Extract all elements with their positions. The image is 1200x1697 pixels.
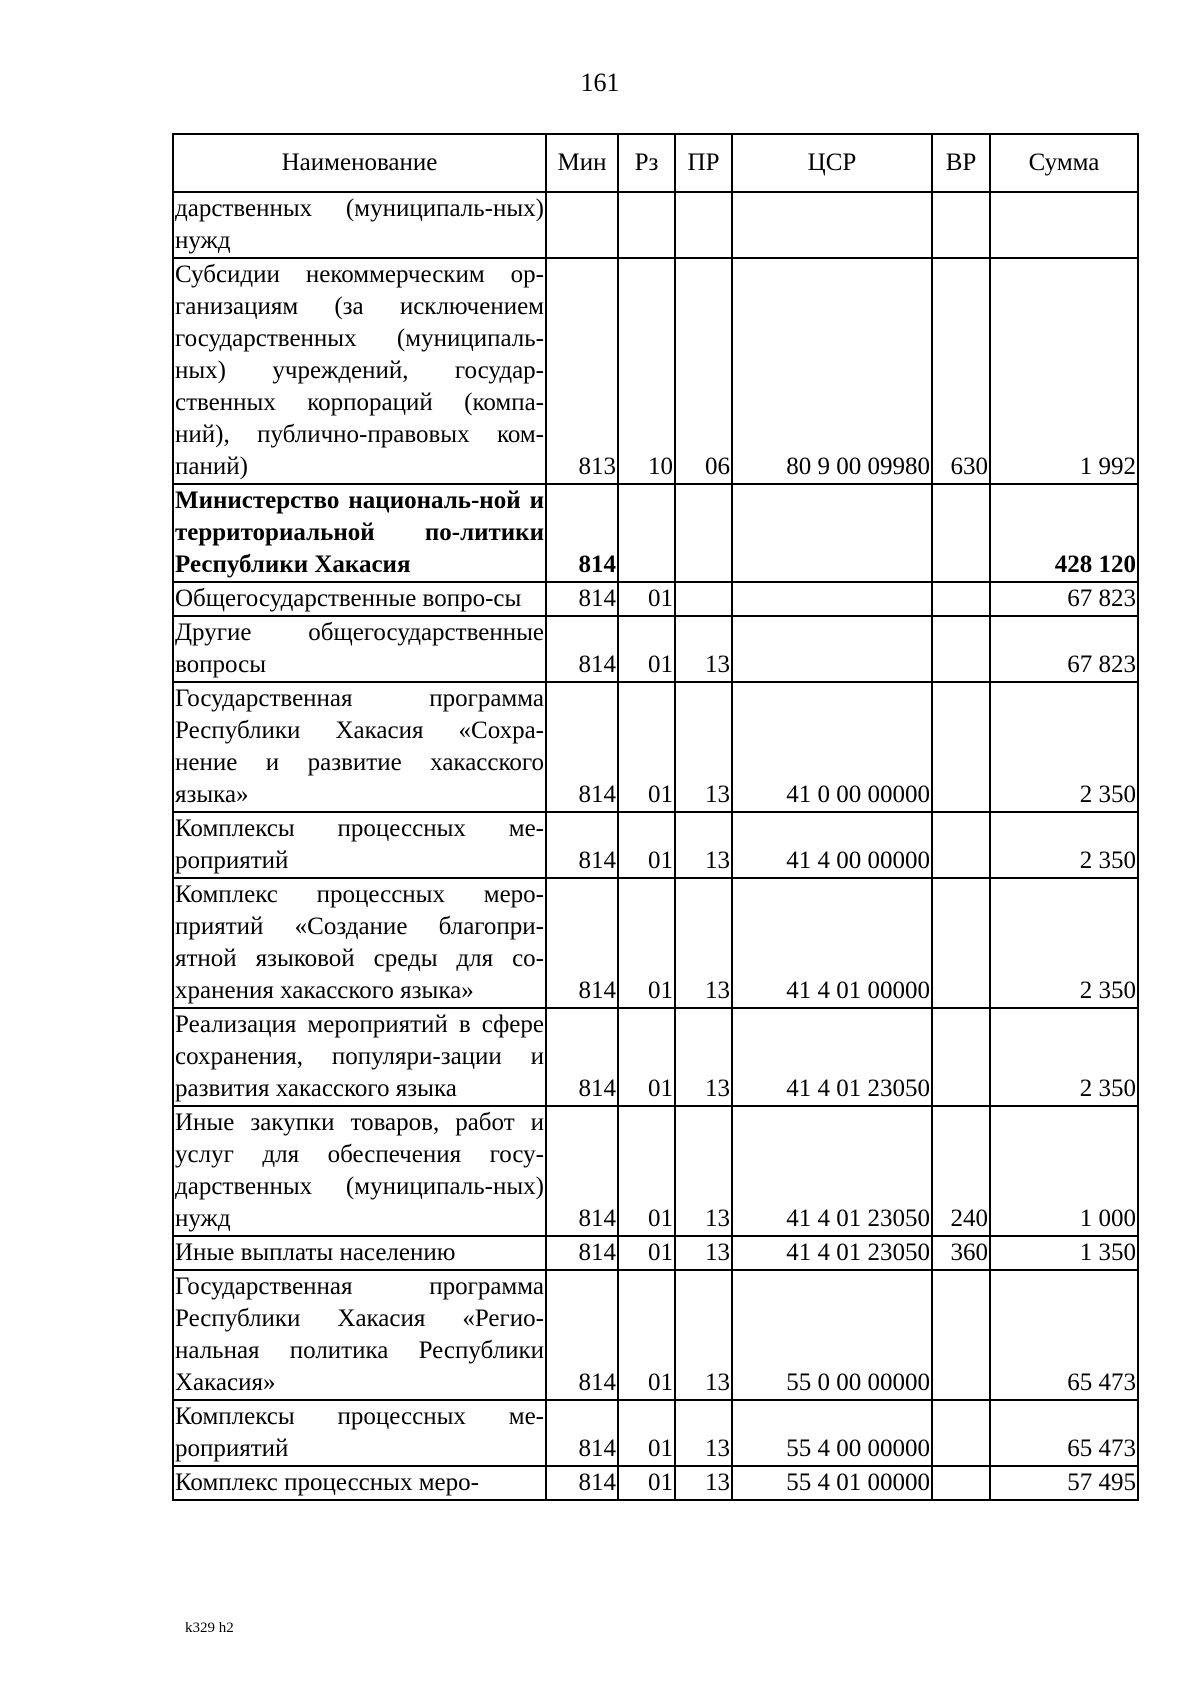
cell-vr [932, 1466, 990, 1500]
cell-csr: 41 4 00 00000 [732, 812, 932, 878]
cell-sum: 2 350 [990, 1008, 1138, 1106]
cell-sum: 1 350 [990, 1236, 1138, 1270]
table-row [173, 616, 1138, 682]
cell-vr [932, 484, 990, 582]
cell-sum: 57 495 [990, 1466, 1138, 1500]
cell-rz: 01 [618, 812, 675, 878]
table-row [173, 1270, 1138, 1400]
cell-vr [932, 1270, 990, 1400]
cell-pr: 13 [675, 616, 732, 682]
cell-name: Общегосударственные вопро-сы [173, 582, 546, 616]
cell-name: Государственная программа Республики Хакасия «Сохра-нение и развитие хакасского языка» [173, 682, 546, 812]
cell-vr [932, 192, 990, 258]
cell-csr: 55 0 00 00000 [732, 1270, 932, 1400]
table-row [173, 1236, 1138, 1270]
cell-min: 814 [546, 682, 618, 812]
cell-min: 814 [546, 1466, 618, 1500]
cell-pr [675, 484, 732, 582]
footer-code: k329 h2 [185, 1620, 234, 1636]
cell-vr [932, 1008, 990, 1106]
cell-pr: 13 [675, 1008, 732, 1106]
cell-csr: 55 4 01 00000 [732, 1466, 932, 1500]
cell-rz: 01 [618, 1466, 675, 1500]
cell-pr: 06 [675, 258, 732, 484]
cell-min: 814 [546, 1400, 618, 1466]
cell-rz: 01 [618, 616, 675, 682]
cell-rz: 01 [618, 1236, 675, 1270]
cell-rz [618, 192, 675, 258]
cell-name: Комплексы процессных ме-роприятий [173, 812, 546, 878]
cell-min: 814 [546, 878, 618, 1008]
cell-min: 814 [546, 812, 618, 878]
cell-name: Иные выплаты населению [173, 1236, 546, 1270]
cell-rz: 01 [618, 582, 675, 616]
cell-sum: 67 823 [990, 582, 1138, 616]
table-row [173, 258, 1138, 484]
cell-rz: 01 [618, 1008, 675, 1106]
header-name: Наименование [173, 134, 546, 192]
cell-rz [618, 484, 675, 582]
table-row [173, 1400, 1138, 1466]
cell-vr [932, 1400, 990, 1466]
table-body [173, 192, 1138, 1500]
header-rz: Рз [618, 134, 675, 192]
cell-vr [932, 616, 990, 682]
header-sum: Сумма [990, 134, 1138, 192]
cell-pr [675, 192, 732, 258]
cell-pr: 13 [675, 1236, 732, 1270]
budget-table [172, 133, 1139, 1501]
cell-pr: 13 [675, 682, 732, 812]
cell-pr: 13 [675, 878, 732, 1008]
cell-min: 814 [546, 616, 618, 682]
cell-vr [932, 812, 990, 878]
cell-pr: 13 [675, 1400, 732, 1466]
cell-pr: 13 [675, 1270, 732, 1400]
cell-rz: 01 [618, 878, 675, 1008]
cell-min: 814 [546, 484, 618, 582]
cell-vr: 630 [932, 258, 990, 484]
cell-sum: 65 473 [990, 1270, 1138, 1400]
cell-min: 813 [546, 258, 618, 484]
cell-rz: 01 [618, 682, 675, 812]
table-row [173, 1466, 1138, 1500]
cell-csr: 41 4 01 00000 [732, 878, 932, 1008]
cell-csr [732, 192, 932, 258]
cell-sum: 2 350 [990, 812, 1138, 878]
cell-name: Субсидии некоммерческим ор-ганизациям (за исключением государственных (муниципаль-ных) учреждений, государ-ственных корпораций (компа-ний), публично-правовых ком-паний) [173, 258, 546, 484]
header-csr: ЦСР [732, 134, 932, 192]
cell-min: 814 [546, 1236, 618, 1270]
cell-sum: 65 473 [990, 1400, 1138, 1466]
cell-sum [990, 192, 1138, 258]
table-row [173, 192, 1138, 258]
cell-sum: 2 350 [990, 878, 1138, 1008]
table-row [173, 582, 1138, 616]
cell-pr: 13 [675, 1106, 732, 1236]
cell-min: 814 [546, 1008, 618, 1106]
table-row [173, 1106, 1138, 1236]
cell-name: Другие общегосударственные вопросы [173, 616, 546, 682]
cell-csr [732, 582, 932, 616]
cell-vr [932, 682, 990, 812]
table-row [173, 1008, 1138, 1106]
cell-sum: 67 823 [990, 616, 1138, 682]
cell-csr: 55 4 00 00000 [732, 1400, 932, 1466]
cell-rz: 01 [618, 1400, 675, 1466]
cell-rz: 01 [618, 1106, 675, 1236]
cell-name: Иные закупки товаров, работ и услуг для обеспечения госу-дарственных (муниципаль-ных) нужд [173, 1106, 546, 1236]
cell-sum: 428 120 [990, 484, 1138, 582]
cell-rz: 01 [618, 1270, 675, 1400]
cell-pr [675, 582, 732, 616]
table-row [173, 878, 1138, 1008]
cell-csr: 80 9 00 09980 [732, 258, 932, 484]
table-row [173, 484, 1138, 582]
cell-sum: 1 992 [990, 258, 1138, 484]
cell-csr: 41 4 01 23050 [732, 1008, 932, 1106]
page-number: 161 [580, 68, 620, 97]
cell-csr: 41 4 01 23050 [732, 1106, 932, 1236]
cell-csr: 41 4 01 23050 [732, 1236, 932, 1270]
table-row [173, 812, 1138, 878]
cell-csr [732, 484, 932, 582]
cell-name: дарственных (муниципаль-ных) нужд [173, 192, 546, 258]
header-vr: ВР [932, 134, 990, 192]
cell-name: Комплекс процессных меро- [173, 1466, 546, 1500]
cell-rz: 10 [618, 258, 675, 484]
table-header-row [173, 134, 1138, 192]
cell-csr [732, 616, 932, 682]
cell-min [546, 192, 618, 258]
cell-name: Государственная программа Республики Хакасия «Регио-нальная политика Республики Хакасия» [173, 1270, 546, 1400]
cell-sum: 2 350 [990, 682, 1138, 812]
cell-name: Министерство националь-ной и территориальной по-литики Республики Хакасия [173, 484, 546, 582]
cell-name: Реализация мероприятий в сфере сохранения, популяри-зации и развития хакасского языка [173, 1008, 546, 1106]
cell-pr: 13 [675, 812, 732, 878]
cell-name: Комплексы процессных ме-роприятий [173, 1400, 546, 1466]
cell-min: 814 [546, 1106, 618, 1236]
cell-min: 814 [546, 1270, 618, 1400]
cell-pr: 13 [675, 1466, 732, 1500]
cell-vr: 360 [932, 1236, 990, 1270]
cell-vr: 240 [932, 1106, 990, 1236]
cell-name: Комплекс процессных меро-приятий «Создание благопри-ятной языковой среды для со-хранения хакасского языка» [173, 878, 546, 1008]
header-pr: ПР [675, 134, 732, 192]
header-min: Мин [546, 134, 618, 192]
cell-min: 814 [546, 582, 618, 616]
table-row [173, 682, 1138, 812]
cell-vr [932, 582, 990, 616]
cell-vr [932, 878, 990, 1008]
cell-csr: 41 0 00 00000 [732, 682, 932, 812]
cell-sum: 1 000 [990, 1106, 1138, 1236]
